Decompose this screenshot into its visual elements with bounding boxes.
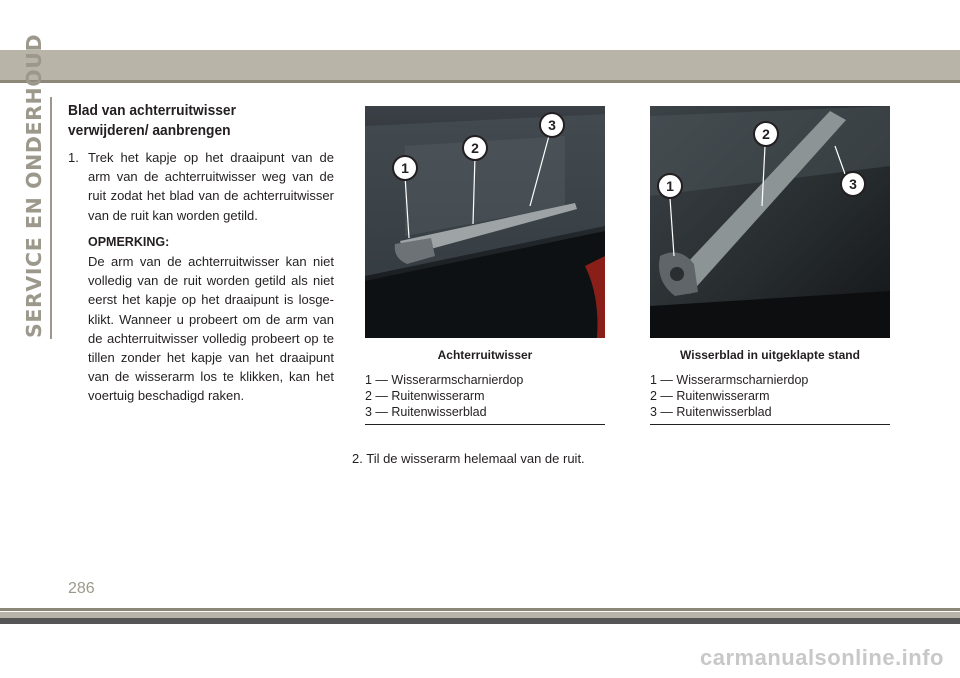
figure-1-legend <box>365 372 605 425</box>
callout-1 <box>393 156 417 180</box>
watermark: carmanualsonline.info <box>700 645 944 670</box>
procedure-steps <box>68 148 334 406</box>
section-side-rule <box>50 97 52 339</box>
svg-text:3: 3 <box>548 117 556 133</box>
header-band <box>0 50 960 80</box>
figure-raised-blade-photo <box>650 106 890 338</box>
callout-1 <box>658 174 682 198</box>
legend-item: 2 — Ruitenwisserarm <box>365 389 485 403</box>
procedure-heading: Blad van achterruitwisser verwijderen/ aanbrengen <box>68 102 236 139</box>
step-1 <box>68 148 334 225</box>
svg-text:2: 2 <box>762 126 770 142</box>
section-side-title: SERVICE EN ONDERHOUD <box>22 33 46 338</box>
step-number: 1. <box>68 150 79 165</box>
svg-text:1: 1 <box>666 178 674 194</box>
step-text: Til de wisserarm helemaal van de ruit. <box>366 451 585 466</box>
header-rule <box>0 80 960 83</box>
svg-text:1: 1 <box>401 160 409 176</box>
legend-item: 1 — Wisserarmscharnierdop <box>650 373 809 387</box>
legend-item: 3 — Ruitenwisserblad <box>650 405 772 419</box>
step-number: 2. <box>352 451 363 466</box>
svg-text:2: 2 <box>471 140 479 156</box>
step-2 <box>352 451 585 466</box>
legend-item: 1 — Wisserarmscharnierdop <box>365 373 524 387</box>
note-text: De arm van de achterruitwisser kan niet volledig van de ruit worden getild als niet eerst het kapje op het draaipunt is losgeklikt. Wanneer u probeert om de arm van de achterruitwisser volledig probeert op te tillen zonder het kapje van het draaipunt van de wisserarm los te klikken, kan het voertuig beschadigd raken. <box>88 254 334 404</box>
step-text: Trek het kapje op het draaipunt van de arm van de achterruitwisser weg van de ruit zodat het blad van de achterruitwisser van de ruit kan worden getild. <box>88 150 334 223</box>
legend-item: 3 — Ruitenwisserblad <box>365 405 487 419</box>
note-label: OPMERKING: <box>88 234 170 249</box>
figure-2-title: Wisserblad in uitgeklapte stand <box>680 348 860 362</box>
callout-2 <box>754 122 778 146</box>
figure-2-legend <box>650 372 890 425</box>
legend-item: 2 — Ruitenwisserarm <box>650 389 770 403</box>
page-number: 286 <box>68 580 95 597</box>
svg-text:3: 3 <box>849 176 857 192</box>
callout-2 <box>463 136 487 160</box>
callout-3 <box>540 113 564 137</box>
figure-1-title: Achterruitwisser <box>437 348 533 362</box>
footer-rule <box>0 608 960 611</box>
figure-rear-wiper-photo <box>365 106 605 338</box>
callout-3 <box>841 172 865 196</box>
footer-dark-line <box>0 618 960 624</box>
